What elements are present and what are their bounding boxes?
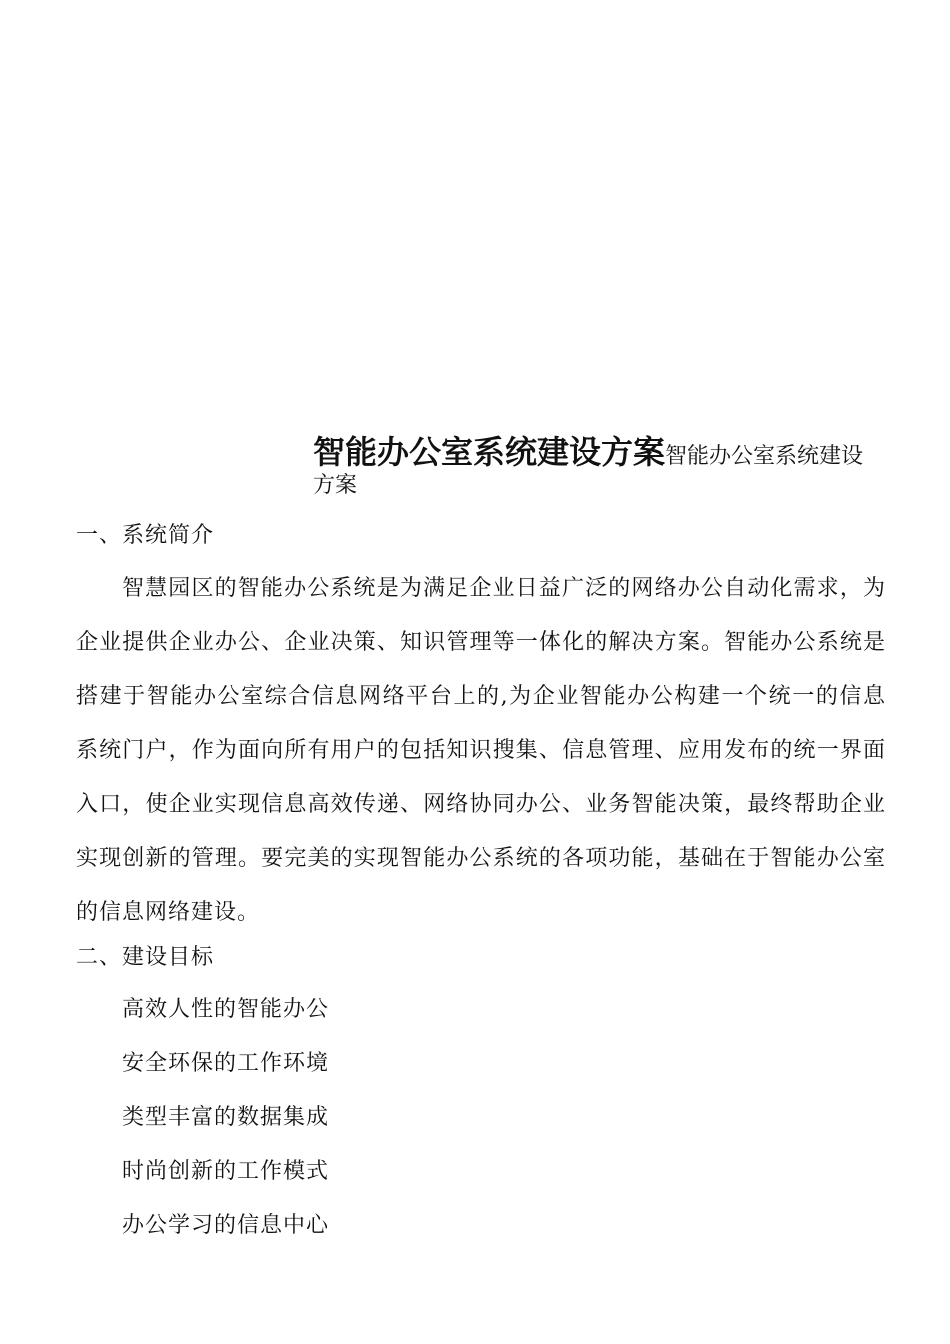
title-main: 智能办公室系统建设方案 [313,433,666,471]
document-title [313,432,873,500]
intro-paragraph: 智慧园区的智能办公系统是为满足企业日益广泛的网络办公自动化需求，为企业提供企业办公、企业决策、知识管理等一体化的解决方案。智能办公系统是搭建于智能办公室综合信息网络平台上的,为企业智能办公构建一个统一的信息系统门户，作为面向所有用户的包括知识搜集、信息管理、应用发布的统一界面入口，使企业实现信息高效传递、网络协同办公、业务智能决策，最终帮助企业实现创新的管理。要完美的实现智能办公系统的各项功能，基础在于智能办公室的信息网络建设。 [76,576,886,925]
list-item: 安全环保的工作环境 [122,1051,330,1076]
section-heading-goals: 二、建设目标 [76,945,215,970]
section-heading-intro: 一、系统简介 [76,523,215,548]
goals-list [122,983,329,1253]
title-sub: 智能办公室系统建设方案 [313,444,864,498]
list-item: 时尚创新的工作模式 [122,1159,330,1184]
list-item: 高效人性的智能办公 [122,997,330,1022]
list-item: 办公学习的信息中心 [122,1213,330,1238]
list-item: 类型丰富的数据集成 [122,1105,330,1130]
